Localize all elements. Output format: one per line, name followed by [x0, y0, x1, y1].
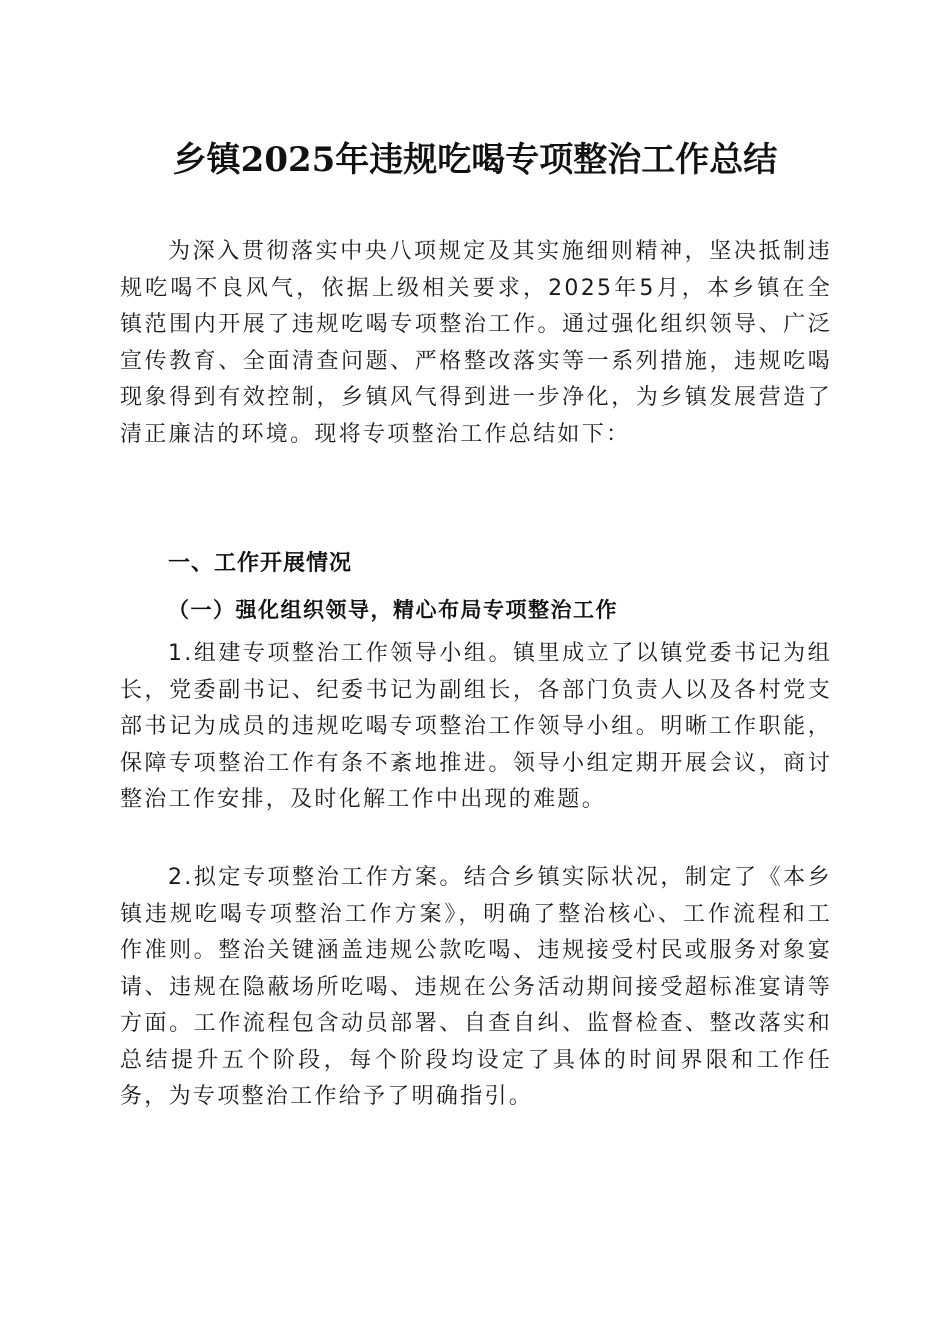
document-title: 乡镇2025年违规吃喝专项整治工作总结 [172, 140, 778, 180]
paragraph-item-1: 1.组建专项整治工作领导小组。镇里成立了以镇党委书记为组长，党委副书记、纪委书记为副组长，各部门负责人以及各村党支部书记为成员的违规吃喝专项整治工作领导小组。明晰工作职能，保障专项整治工作有条不紊地推进。领导小组定期开展会议，商讨整治工作安排，及时化解工作中出现的难题。 [120, 641, 832, 812]
section-heading-work-progress: 一、工作开展情况 [168, 551, 353, 576]
paragraph-item-2: 2.拟定专项整治工作方案。结合乡镇实际状况，制定了《本乡镇违规吃喝专项整治工作方案》，明确了整治核心、工作流程和工作准则。整治关键涵盖违规公款吃喝、违规接受村民或服务对象宴请、违规在隐蔽场所吃喝、违规在公务活动期间接受超标准宴请等方面。工作流程包含动员部署、自查自纠、监督检查、整改落实和总结提升五个阶段，每个阶段均设定了具体的时间界限和工作任务，为专项整治工作给予了明确指引。 [120, 865, 832, 1109]
intro-paragraph: 为深入贯彻落实中央八项规定及其实施细则精神，坚决抵制违规吃喝不良风气，依据上级相关要求，2025年5月，本乡镇在全镇范围内开展了违规吃喝专项整治工作。通过强化组织领导、广泛宣传教育、全面清查问题、严格整改落实等一系列措施，违规吃喝现象得到有效控制，乡镇风气得到进一步净化，为乡镇发展营造了清正廉洁的环境。现将专项整治工作总结如下： [120, 239, 832, 447]
subsection-heading-organization: （一）强化组织领导，精心布局专项整治工作 [168, 598, 618, 622]
